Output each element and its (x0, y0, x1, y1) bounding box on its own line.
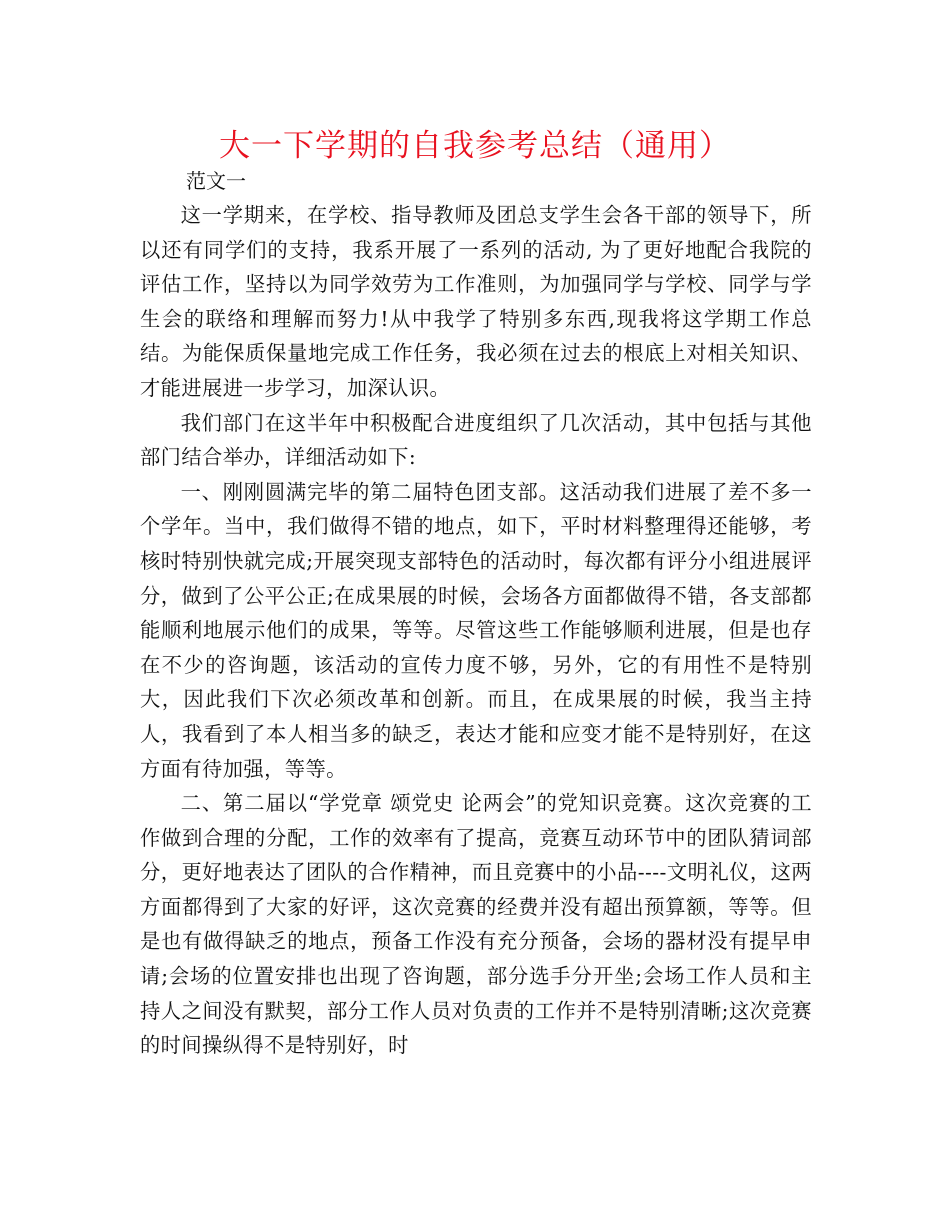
paragraph: 我们部门在这半年中积极配合进度组织了几次活动，其中包括与其他部门结合举办，详细活动如下: (140, 410, 812, 470)
section-label: 范文一 (186, 169, 246, 193)
paragraph: 一、刚刚圆满完毕的第二届特色团支部。这活动我们进展了差不多一个学年。当中，我们做得不错的地点，如下，平时材料整理得还能够，考核时特别快就完成;开展突现支部特色的活动时，每次都有评分小组进展评分，做到了公平公正;在成果展的时候，会场各方面都做得不错，各支部都能顺利地展示他们的成果，等等。尽管这些工作能够顺利进展，但是也存在不少的咨询题，该活动的宣传力度不够，另外，它的有用性不是特别大，因此我们下次必须改革和创新。而且，在成果展的时候，我当主持人，我看到了本人相当多的缺乏，表达才能和应变才能不是特别好，在这方面有待加强，等等。 (140, 479, 812, 781)
paragraph: 这一学期来，在学校、指导教师及团总支学生会各干部的领导下，所以还有同学们的支持，我系开展了一系列的活动, 为了更好地配合我院的评估工作，坚持以为同学效劳为工作准则，为加强同学与学校、同学与学生会的联络和理解而努力!从中我学了特别多东西,现我将这学期工作总结。为能保质保量地完成工作任务，我必须在过去的根底上对相关知识、才能进展进一步学习，加深认识。 (140, 203, 812, 400)
document-title: 大一下学期的自我参考总结（通用） (219, 128, 731, 164)
document-body (140, 198, 812, 1063)
paragraph: 二、第二届以“学党章 颂党史 论两会”的党知识竞赛。这次竞赛的工作做到合理的分配，工作的效率有了提高，竞赛互动环节中的团队猜词部分，更好地表达了团队的合作精神，而且竞赛中的小品----文明礼仪，这两方面都得到了大家的好评，这次竞赛的经费并没有超出预算额，等等。但是也有做得缺乏的地点，预备工作没有充分预备，会场的器材没有提早申请;会场的位置安排也出现了咨询题，部分选手分开坐;会场工作人员和主持人之间没有默契，部分工作人员对负责的工作并不是特别清晰;这次竞赛的时间操纵得不是特别好，时 (140, 791, 812, 1058)
